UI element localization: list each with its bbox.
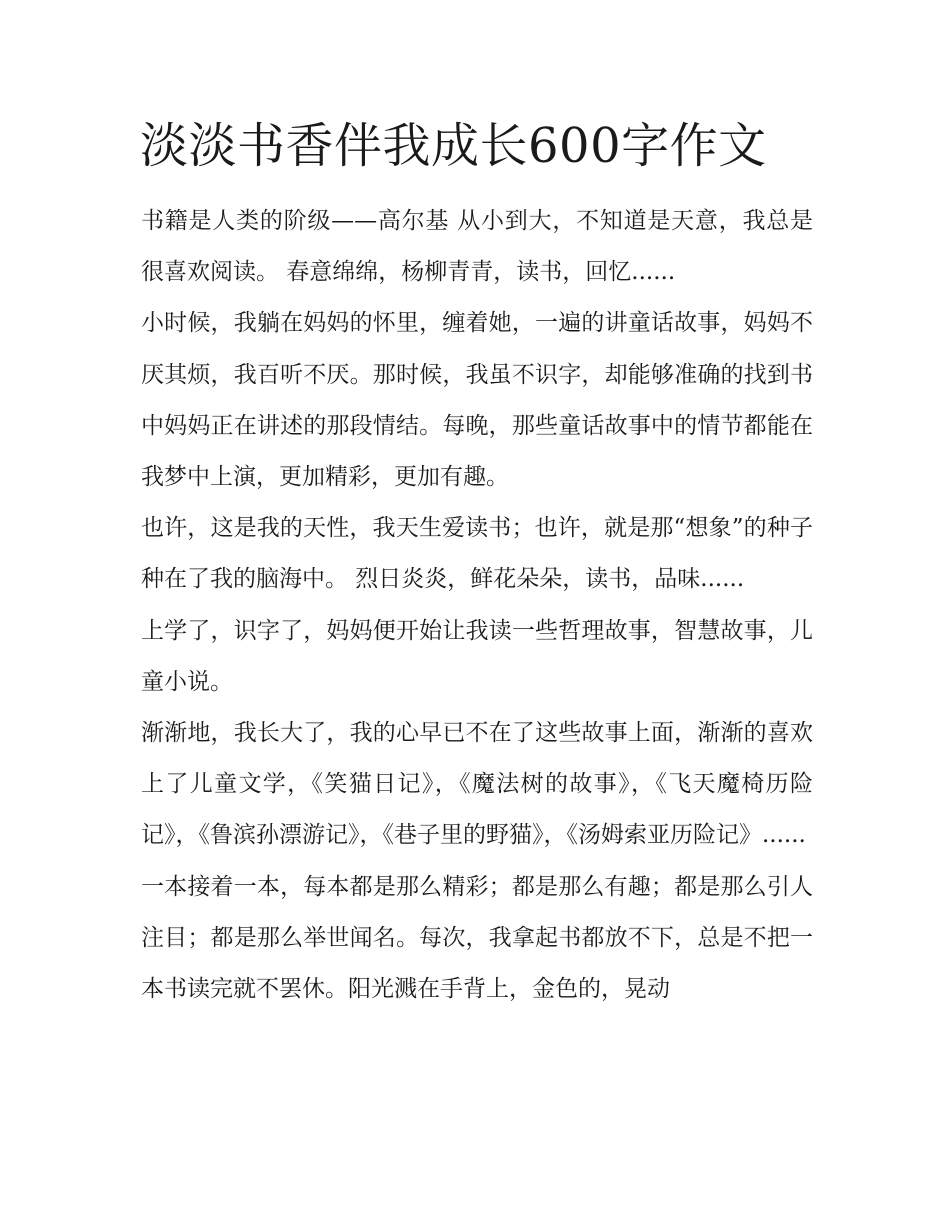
paragraph-school: 上学了，识字了，妈妈便开始让我读一些哲理故事，智慧故事，儿童小说。 [141,617,813,695]
paragraph-reading: 一本接着一本，每本都是那么精彩；都是那么有趣；都是那么引人注目；都是那么举世闻名。每次，我拿起书都放不下，总是不把一本书读完就不罢休。阳光溅在手背上，金色的，晃动 [141,873,813,1003]
paragraph-intro: 书籍是人类的阶级——高尔基 从小到大，不知道是天意，我总是很喜欢阅读。 春意绵绵，杨柳青青，读书，回忆...... [141,208,813,286]
document-title: 淡淡书香伴我成长600字作文 [140,118,767,174]
paragraph-growing-up: 渐渐地，我长大了，我的心早已不在了这些故事上面，渐渐的喜欢上了儿童文学，《笑猫日记》，《魔法树的故事》，《飞天魔椅历险记》，《鲁滨孙漂游记》，《巷子里的野猫》，《汤姆索亚历险记》...... [141,720,813,849]
document-body [141,196,813,1015]
paragraph-nature: 也许，这是我的天性，我天生爱读书；也许，就是那“想象”的种子种在了我的脑海中。 烈日炎炎，鲜花朵朵，读书，品味...... [141,515,813,593]
paragraph-childhood: 小时候，我躺在妈妈的怀里，缠着她，一遍的讲童话故事，妈妈不厌其烦，我百听不厌。那时候，我虽不识字，却能够准确的找到书中妈妈正在讲述的那段情结。每晚，那些童话故事中的情节都能在我梦中上演，更加精彩，更加有趣。 [141,310,813,491]
